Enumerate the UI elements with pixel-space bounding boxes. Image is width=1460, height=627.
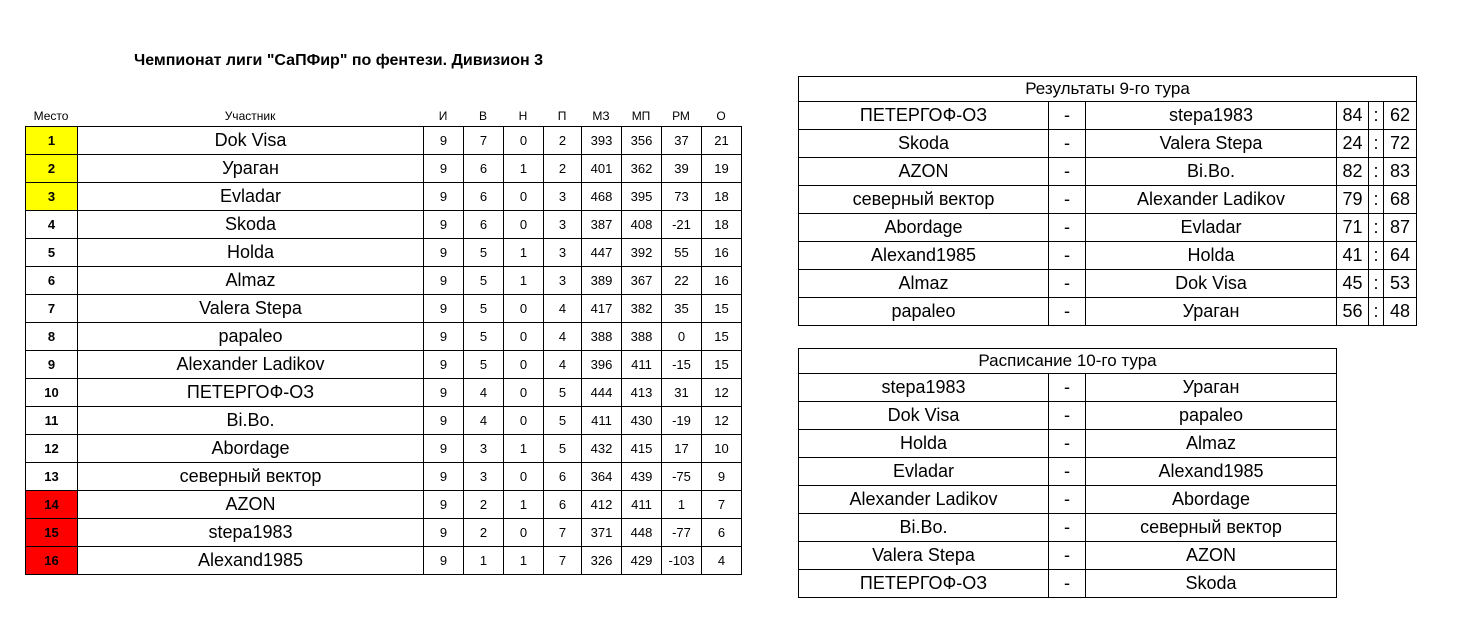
participant-cell: Bi.Bo.: [78, 407, 424, 435]
games-cell: 9: [424, 267, 464, 295]
diff-cell: 35: [662, 295, 702, 323]
header-games: И: [438, 109, 448, 123]
away-team-cell: Alexander Ladikov: [1086, 186, 1337, 214]
separator-cell: -: [1049, 214, 1086, 242]
losses-cell: 2: [544, 155, 582, 183]
scored-cell: 326: [582, 547, 622, 575]
wins-cell: 3: [464, 435, 504, 463]
home-score-cell: 84: [1337, 102, 1369, 130]
games-cell: 9: [424, 211, 464, 239]
losses-cell: 5: [544, 379, 582, 407]
draws-cell: 0: [504, 183, 544, 211]
games-cell: 9: [424, 127, 464, 155]
scored-cell: 364: [582, 463, 622, 491]
draws-cell: 1: [504, 547, 544, 575]
games-cell: 9: [424, 491, 464, 519]
diff-cell: -103: [662, 547, 702, 575]
home-score-cell: 82: [1337, 158, 1369, 186]
away-team-cell: Almaz: [1086, 430, 1337, 458]
score-colon-cell: :: [1369, 158, 1384, 186]
away-team-cell: Ураган: [1086, 298, 1337, 326]
away-team-cell: Alexand1985: [1086, 458, 1337, 486]
points-cell: 15: [702, 295, 742, 323]
draws-cell: 0: [504, 379, 544, 407]
participant-cell: ПЕТЕРГОФ-ОЗ: [78, 379, 424, 407]
participant-cell: северный вектор: [78, 463, 424, 491]
home-team-cell: Almaz: [799, 270, 1049, 298]
separator-cell: -: [1049, 402, 1086, 430]
separator-cell: -: [1049, 158, 1086, 186]
home-team-cell: AZON: [799, 158, 1049, 186]
wins-cell: 6: [464, 155, 504, 183]
home-team-cell: Skoda: [799, 130, 1049, 158]
diff-cell: 31: [662, 379, 702, 407]
points-cell: 19: [702, 155, 742, 183]
diff-cell: -15: [662, 351, 702, 379]
draws-cell: 1: [504, 155, 544, 183]
table-row: [26, 435, 742, 463]
table-row: [26, 491, 742, 519]
separator-cell: -: [1049, 298, 1086, 326]
away-score-cell: 53: [1384, 270, 1417, 298]
diff-cell: -19: [662, 407, 702, 435]
wins-cell: 5: [464, 239, 504, 267]
schedule-caption: Расписание 10-го тура: [799, 349, 1337, 374]
page-title: Чемпионат лиги "СаПФир" по фентези. Дивизион 3: [134, 52, 543, 69]
points-cell: 12: [702, 407, 742, 435]
scored-cell: 393: [582, 127, 622, 155]
table-row: [26, 519, 742, 547]
wins-cell: 5: [464, 351, 504, 379]
score-colon-cell: :: [1369, 102, 1384, 130]
conceded-cell: 413: [622, 379, 662, 407]
away-score-cell: 83: [1384, 158, 1417, 186]
table-row: [26, 155, 742, 183]
games-cell: 9: [424, 547, 464, 575]
diff-cell: 73: [662, 183, 702, 211]
losses-cell: 5: [544, 435, 582, 463]
draws-cell: 1: [504, 239, 544, 267]
table-row: [799, 374, 1337, 402]
table-row: [26, 239, 742, 267]
scored-cell: 447: [582, 239, 622, 267]
place-cell: 7: [26, 295, 78, 323]
draws-cell: 1: [504, 267, 544, 295]
home-team-cell: Evladar: [799, 458, 1049, 486]
home-team-cell: papaleo: [799, 298, 1049, 326]
table-row: [799, 214, 1417, 242]
score-colon-cell: :: [1369, 186, 1384, 214]
place-cell: 3: [26, 183, 78, 211]
header-losses: П: [557, 109, 567, 123]
draws-cell: 1: [504, 491, 544, 519]
points-cell: 18: [702, 183, 742, 211]
table-row: [26, 463, 742, 491]
place-cell: 12: [26, 435, 78, 463]
table-row: [799, 458, 1337, 486]
diff-cell: -75: [662, 463, 702, 491]
away-team-cell: papaleo: [1086, 402, 1337, 430]
away-score-cell: 48: [1384, 298, 1417, 326]
conceded-cell: 362: [622, 155, 662, 183]
diff-cell: 37: [662, 127, 702, 155]
points-cell: 15: [702, 351, 742, 379]
participant-cell: Valera Stepa: [78, 295, 424, 323]
conceded-cell: 448: [622, 519, 662, 547]
conceded-cell: 411: [622, 491, 662, 519]
standings-table: [25, 126, 742, 575]
separator-cell: -: [1049, 374, 1086, 402]
scored-cell: 468: [582, 183, 622, 211]
table-row: [799, 570, 1337, 598]
separator-cell: -: [1049, 186, 1086, 214]
participant-cell: papaleo: [78, 323, 424, 351]
separator-cell: -: [1049, 102, 1086, 130]
points-cell: 15: [702, 323, 742, 351]
draws-cell: 0: [504, 463, 544, 491]
losses-cell: 3: [544, 183, 582, 211]
conceded-cell: 392: [622, 239, 662, 267]
header-draws: Н: [518, 109, 528, 123]
table-row: [26, 547, 742, 575]
wins-cell: 2: [464, 491, 504, 519]
away-team-cell: Ураган: [1086, 374, 1337, 402]
points-cell: 21: [702, 127, 742, 155]
scored-cell: 417: [582, 295, 622, 323]
table-row: [799, 298, 1417, 326]
conceded-cell: 430: [622, 407, 662, 435]
header-participant: Участник: [224, 109, 276, 123]
scored-cell: 388: [582, 323, 622, 351]
results-table: [798, 76, 1417, 326]
separator-cell: -: [1049, 486, 1086, 514]
home-score-cell: 79: [1337, 186, 1369, 214]
away-team-cell: Bi.Bo.: [1086, 158, 1337, 186]
table-row: [799, 158, 1417, 186]
table-row: [26, 379, 742, 407]
points-cell: 10: [702, 435, 742, 463]
table-row: [799, 186, 1417, 214]
wins-cell: 7: [464, 127, 504, 155]
scored-cell: 411: [582, 407, 622, 435]
table-row: [26, 127, 742, 155]
header-wins: В: [478, 109, 487, 123]
separator-cell: -: [1049, 430, 1086, 458]
draws-cell: 0: [504, 295, 544, 323]
points-cell: 7: [702, 491, 742, 519]
table-row: [799, 102, 1417, 130]
wins-cell: 1: [464, 547, 504, 575]
losses-cell: 4: [544, 351, 582, 379]
place-cell: 13: [26, 463, 78, 491]
place-cell: 11: [26, 407, 78, 435]
participant-cell: Almaz: [78, 267, 424, 295]
separator-cell: -: [1049, 542, 1086, 570]
away-team-cell: Abordage: [1086, 486, 1337, 514]
points-cell: 12: [702, 379, 742, 407]
diff-cell: 39: [662, 155, 702, 183]
points-cell: 18: [702, 211, 742, 239]
table-row: [26, 183, 742, 211]
away-score-cell: 64: [1384, 242, 1417, 270]
schedule-table: [798, 348, 1337, 598]
header-place: Место: [33, 109, 69, 123]
place-cell: 2: [26, 155, 78, 183]
diff-cell: 17: [662, 435, 702, 463]
losses-cell: 5: [544, 407, 582, 435]
conceded-cell: 429: [622, 547, 662, 575]
score-colon-cell: :: [1369, 298, 1384, 326]
table-row: [799, 542, 1337, 570]
diff-cell: -21: [662, 211, 702, 239]
score-colon-cell: :: [1369, 130, 1384, 158]
place-cell: 9: [26, 351, 78, 379]
wins-cell: 5: [464, 295, 504, 323]
away-team-cell: северный вектор: [1086, 514, 1337, 542]
away-team-cell: Valera Stepa: [1086, 130, 1337, 158]
separator-cell: -: [1049, 570, 1086, 598]
home-team-cell: ПЕТЕРГОФ-ОЗ: [799, 102, 1049, 130]
header-points: О: [716, 109, 726, 123]
scored-cell: 412: [582, 491, 622, 519]
separator-cell: -: [1049, 270, 1086, 298]
diff-cell: 1: [662, 491, 702, 519]
participant-cell: AZON: [78, 491, 424, 519]
games-cell: 9: [424, 295, 464, 323]
draws-cell: 0: [504, 323, 544, 351]
scored-cell: 371: [582, 519, 622, 547]
games-cell: 9: [424, 435, 464, 463]
losses-cell: 3: [544, 211, 582, 239]
conceded-cell: 356: [622, 127, 662, 155]
participant-cell: Alexander Ladikov: [78, 351, 424, 379]
place-cell: 4: [26, 211, 78, 239]
participant-cell: Evladar: [78, 183, 424, 211]
away-team-cell: Dok Visa: [1086, 270, 1337, 298]
wins-cell: 3: [464, 463, 504, 491]
away-score-cell: 72: [1384, 130, 1417, 158]
table-row: [26, 267, 742, 295]
scored-cell: 444: [582, 379, 622, 407]
table-row: [799, 270, 1417, 298]
away-team-cell: Holda: [1086, 242, 1337, 270]
home-team-cell: северный вектор: [799, 186, 1049, 214]
separator-cell: -: [1049, 514, 1086, 542]
draws-cell: 0: [504, 519, 544, 547]
place-cell: 16: [26, 547, 78, 575]
games-cell: 9: [424, 519, 464, 547]
losses-cell: 7: [544, 519, 582, 547]
losses-cell: 3: [544, 239, 582, 267]
conceded-cell: 408: [622, 211, 662, 239]
losses-cell: 7: [544, 547, 582, 575]
participant-cell: Alexand1985: [78, 547, 424, 575]
home-score-cell: 41: [1337, 242, 1369, 270]
header-scored: МЗ: [592, 109, 610, 123]
games-cell: 9: [424, 407, 464, 435]
table-row: [799, 430, 1337, 458]
place-cell: 6: [26, 267, 78, 295]
separator-cell: -: [1049, 242, 1086, 270]
home-team-cell: Alexand1985: [799, 242, 1049, 270]
place-cell: 15: [26, 519, 78, 547]
table-row: [799, 486, 1337, 514]
home-team-cell: ПЕТЕРГОФ-ОЗ: [799, 570, 1049, 598]
participant-cell: stepa1983: [78, 519, 424, 547]
place-cell: 1: [26, 127, 78, 155]
table-row: [26, 295, 742, 323]
points-cell: 9: [702, 463, 742, 491]
wins-cell: 5: [464, 323, 504, 351]
points-cell: 4: [702, 547, 742, 575]
draws-cell: 0: [504, 127, 544, 155]
away-team-cell: stepa1983: [1086, 102, 1337, 130]
home-team-cell: Valera Stepa: [799, 542, 1049, 570]
wins-cell: 6: [464, 211, 504, 239]
score-colon-cell: :: [1369, 242, 1384, 270]
participant-cell: Skoda: [78, 211, 424, 239]
score-colon-cell: :: [1369, 214, 1384, 242]
scored-cell: 396: [582, 351, 622, 379]
conceded-cell: 382: [622, 295, 662, 323]
place-cell: 5: [26, 239, 78, 267]
points-cell: 6: [702, 519, 742, 547]
separator-cell: -: [1049, 458, 1086, 486]
score-colon-cell: :: [1369, 270, 1384, 298]
results-caption: Результаты 9-го тура: [799, 77, 1417, 102]
losses-cell: 3: [544, 267, 582, 295]
table-row: [26, 323, 742, 351]
draws-cell: 0: [504, 407, 544, 435]
scored-cell: 401: [582, 155, 622, 183]
away-score-cell: 68: [1384, 186, 1417, 214]
losses-cell: 6: [544, 491, 582, 519]
place-cell: 14: [26, 491, 78, 519]
home-team-cell: Dok Visa: [799, 402, 1049, 430]
away-team-cell: Skoda: [1086, 570, 1337, 598]
diff-cell: 22: [662, 267, 702, 295]
table-row: [26, 351, 742, 379]
games-cell: 9: [424, 379, 464, 407]
place-cell: 10: [26, 379, 78, 407]
home-team-cell: Bi.Bo.: [799, 514, 1049, 542]
participant-cell: Ураган: [78, 155, 424, 183]
header-diff: РМ: [672, 109, 690, 123]
header-conceded: МП: [631, 109, 651, 123]
place-cell: 8: [26, 323, 78, 351]
wins-cell: 4: [464, 379, 504, 407]
diff-cell: 55: [662, 239, 702, 267]
table-row: [799, 514, 1337, 542]
scored-cell: 432: [582, 435, 622, 463]
away-team-cell: AZON: [1086, 542, 1337, 570]
home-score-cell: 71: [1337, 214, 1369, 242]
conceded-cell: 439: [622, 463, 662, 491]
scored-cell: 389: [582, 267, 622, 295]
games-cell: 9: [424, 239, 464, 267]
home-score-cell: 45: [1337, 270, 1369, 298]
participant-cell: Holda: [78, 239, 424, 267]
away-score-cell: 87: [1384, 214, 1417, 242]
table-row: [799, 130, 1417, 158]
home-score-cell: 56: [1337, 298, 1369, 326]
games-cell: 9: [424, 463, 464, 491]
conceded-cell: 388: [622, 323, 662, 351]
points-cell: 16: [702, 239, 742, 267]
wins-cell: 4: [464, 407, 504, 435]
wins-cell: 2: [464, 519, 504, 547]
home-team-cell: Alexander Ladikov: [799, 486, 1049, 514]
diff-cell: -77: [662, 519, 702, 547]
losses-cell: 4: [544, 295, 582, 323]
home-team-cell: Abordage: [799, 214, 1049, 242]
draws-cell: 1: [504, 435, 544, 463]
participant-cell: Abordage: [78, 435, 424, 463]
wins-cell: 5: [464, 267, 504, 295]
points-cell: 16: [702, 267, 742, 295]
losses-cell: 4: [544, 323, 582, 351]
games-cell: 9: [424, 155, 464, 183]
conceded-cell: 411: [622, 351, 662, 379]
participant-cell: Dok Visa: [78, 127, 424, 155]
away-score-cell: 62: [1384, 102, 1417, 130]
conceded-cell: 367: [622, 267, 662, 295]
games-cell: 9: [424, 323, 464, 351]
home-team-cell: Holda: [799, 430, 1049, 458]
away-team-cell: Evladar: [1086, 214, 1337, 242]
table-row: [26, 211, 742, 239]
home-score-cell: 24: [1337, 130, 1369, 158]
losses-cell: 6: [544, 463, 582, 491]
wins-cell: 6: [464, 183, 504, 211]
diff-cell: 0: [662, 323, 702, 351]
conceded-cell: 395: [622, 183, 662, 211]
conceded-cell: 415: [622, 435, 662, 463]
table-row: [26, 407, 742, 435]
separator-cell: -: [1049, 130, 1086, 158]
table-row: [799, 402, 1337, 430]
losses-cell: 2: [544, 127, 582, 155]
table-row: [799, 242, 1417, 270]
games-cell: 9: [424, 183, 464, 211]
games-cell: 9: [424, 351, 464, 379]
draws-cell: 0: [504, 351, 544, 379]
home-team-cell: stepa1983: [799, 374, 1049, 402]
draws-cell: 0: [504, 211, 544, 239]
scored-cell: 387: [582, 211, 622, 239]
